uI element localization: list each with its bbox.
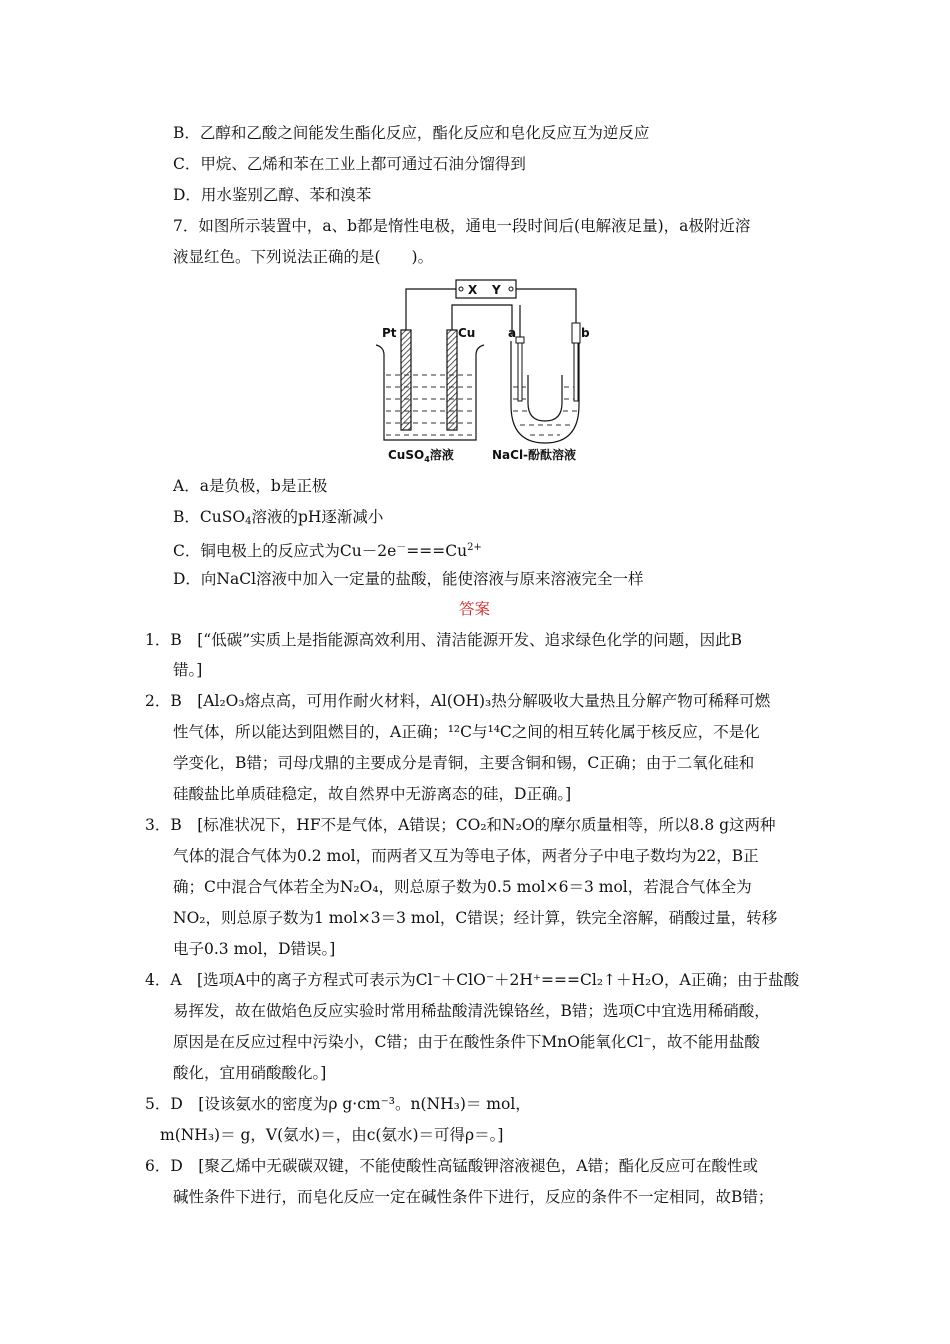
answer-2-line-4: 硅酸盐比单质硅稳定，故自然界中无游离态的硅，D正确。] xyxy=(173,785,572,803)
question-7-line-1: 7．如图所示装置中，a、b都是惰性电极，通电一段时间后(电解液足量)，a极附近溶 xyxy=(173,217,751,235)
terminal-y-label: Y xyxy=(492,283,501,297)
option-b-prev: B．乙醇和乙酸之间能发生酯化反应，酯化反应和皂化反应互为逆反应 xyxy=(173,124,650,142)
question-7-line-2: 液显红色。下列说法正确的是( )。 xyxy=(173,248,434,266)
b-label: b xyxy=(581,326,590,340)
answer-4-line-4: 酸化，宜用硝酸酸化。] xyxy=(173,1064,327,1082)
answer-1-line-1: 1．B [“低碳”实质上是指能源高效利用、清洁能源开发、追求绿色化学的问题，因此B xyxy=(145,631,743,649)
cu-electrode xyxy=(447,330,457,430)
a-electrode xyxy=(518,343,522,401)
question-7-option-a: A．a是负极，b是正极 xyxy=(173,477,328,495)
answer-3-line-1: 3．B [标准状况下，HF不是气体，A错误；CO₂和N₂O的摩尔质量相等，所以8.8 g这两种 xyxy=(145,816,776,834)
answer-4-line-3: 原因是在反应过程中污染小，C错；由于在酸性条件下MnO能氧化Cl⁻，故不能用盐酸 xyxy=(173,1033,760,1051)
b-electrode xyxy=(574,343,578,401)
answer-2-line-2: 性气体，所以能达到阻燃目的，A正确；¹²C与¹⁴C之间的相互转化属于核反应，不是化 xyxy=(173,723,760,741)
answer-1-line-2: 错。] xyxy=(173,661,203,679)
nacl-caption: NaCl-酚酞溶液 xyxy=(492,448,577,462)
pt-label: Pt xyxy=(382,326,397,340)
cu-label: Cu xyxy=(458,326,476,340)
terminal-x-label: X xyxy=(468,283,478,297)
answer-2-line-1: 2．B [Al₂O₃熔点高，可用作耐火材料，Al(OH)₃热分解吸收大量热且分解产物可稀释可燃 xyxy=(145,692,771,710)
answer-4-line-1: 4．A [选项A中的离子方程式可表示为Cl⁻＋ClO⁻＋2H⁺===Cl₂↑＋H₂O，A正确；由于盐酸 xyxy=(145,971,800,989)
answer-heading: 答案 xyxy=(459,600,491,618)
question-7-option-b: B．CuSO$_4$溶液的pH逐渐减小 xyxy=(173,508,384,527)
answer-3-line-4: NO₂，则总原子数为1 mol×3＝3 mol，C错误；经计算，铁完全溶解，硝酸过量，转移 xyxy=(173,909,778,927)
power-source-box xyxy=(456,280,516,298)
electrolysis-diagram xyxy=(370,275,620,470)
pt-electrode xyxy=(401,330,411,430)
option-d-prev: D．用水鉴别乙醇、苯和溴苯 xyxy=(173,186,372,204)
answer-5-line-2: m(NH₃)＝ g，V(氨水)＝，由c(氨水)＝可得ρ＝。] xyxy=(160,1126,504,1144)
answer-3-line-5: 电子0.3 mol，D错误。] xyxy=(173,940,336,958)
answer-3-line-3: 确；C中混合气体若全为N₂O₄，则总原子数为0.5 mol×6＝3 mol，若混合气体全为 xyxy=(173,878,752,896)
a-label: a xyxy=(508,326,517,340)
answer-5-line-1: 5．D [设该氨水的密度为ρ g·cm⁻³。n(NH₃)＝ mol， xyxy=(145,1095,531,1113)
answer-6-line-1: 6．D [聚乙烯中无碳碳双键，不能使酸性高锰酸钾溶液褪色，A错；酯化反应可在酸性或 xyxy=(145,1157,759,1175)
answer-4-line-2: 易挥发，故在做焰色反应实验时常用稀盐酸清洗镍铬丝，B错；选项C中宜选用稀硝酸， xyxy=(173,1002,770,1020)
question-7-option-d: D．向NaCl溶液中加入一定量的盐酸，能使溶液与原来溶液完全一样 xyxy=(173,570,644,588)
answer-6-line-2: 碱性条件下进行，而皂化反应一定在碱性条件下进行，反应的条件不一定相同，故B错； xyxy=(173,1188,774,1206)
answer-2-line-3: 学变化，B错；司母戊鼎的主要成分是青铜，主要含铜和锡，C正确；由于二氧化硅和 xyxy=(173,754,755,772)
option-c-prev: C．甲烷、乙烯和苯在工业上都可通过石油分馏得到 xyxy=(173,155,526,173)
cuso4-caption: CuSO$_4$溶液 xyxy=(388,448,454,464)
answer-3-line-2: 气体的混合气体为0.2 mol，而两者又互为等电子体，两者分子中电子数均为22，B正 xyxy=(173,847,759,865)
question-7-option-c: C．铜电极上的反应式为$Cu-2e^-===Cu^{2+}$ xyxy=(173,542,482,560)
